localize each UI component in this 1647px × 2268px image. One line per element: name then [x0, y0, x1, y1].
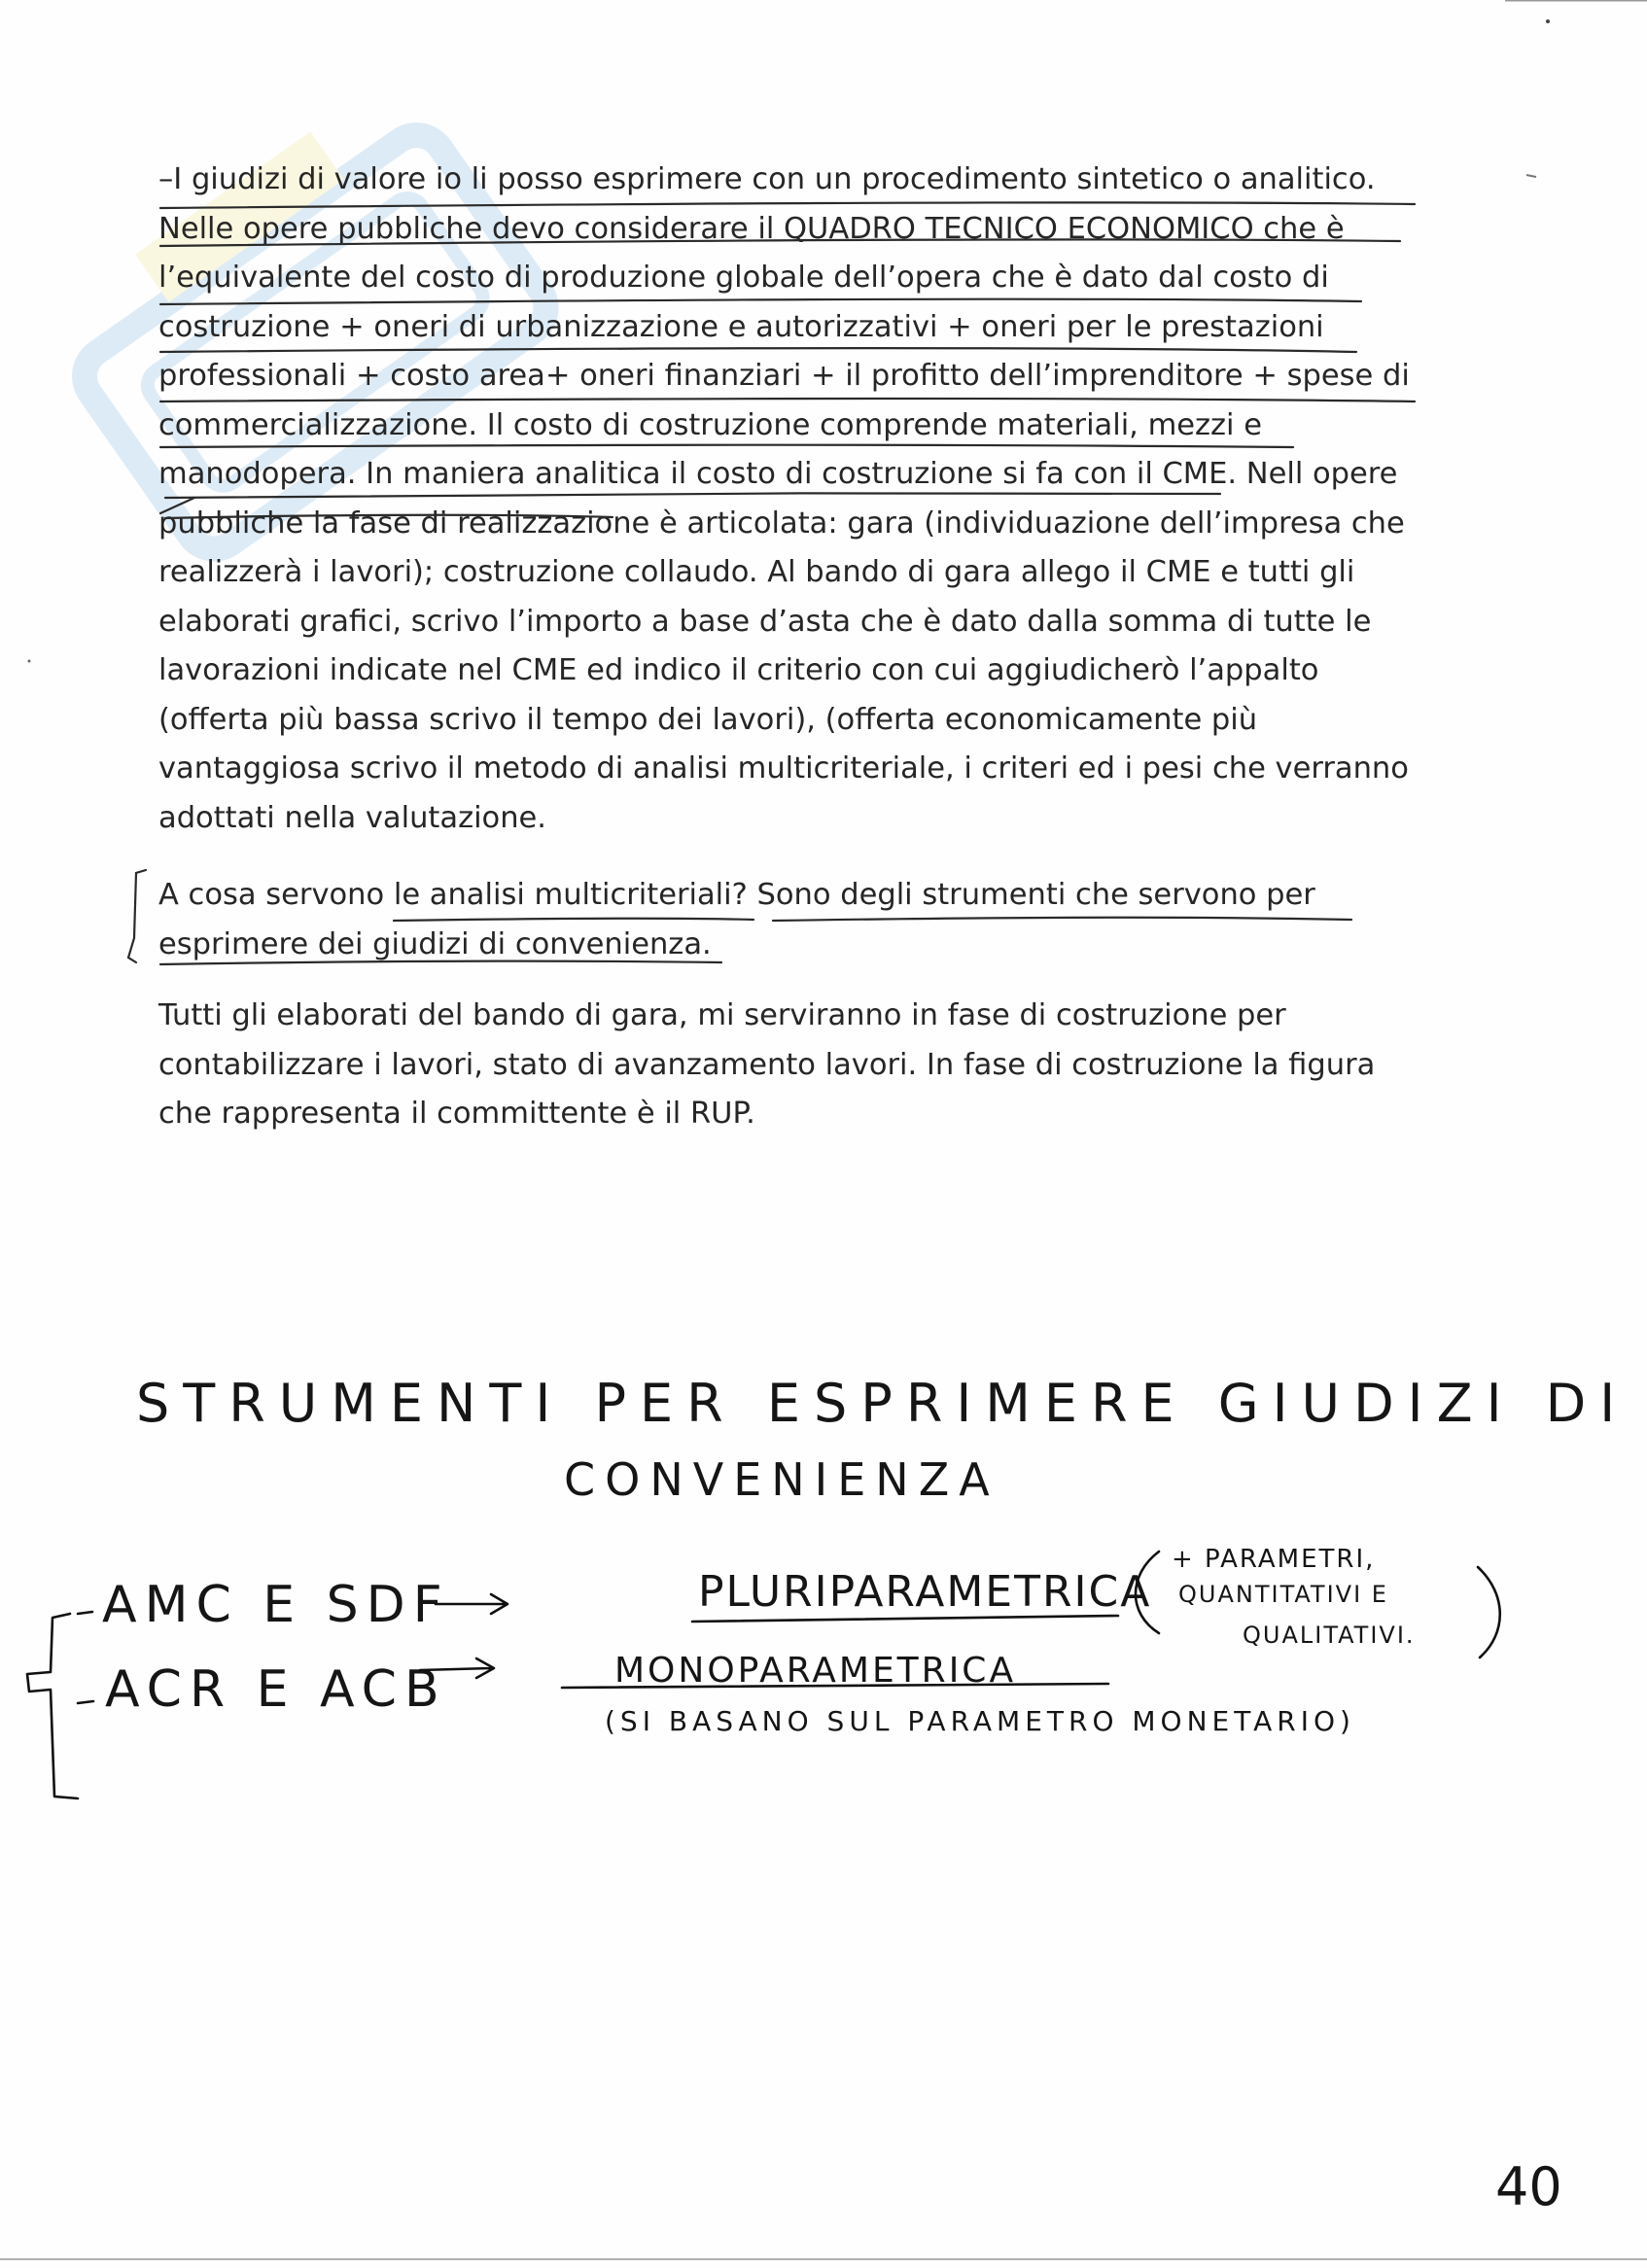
handwritten-title-line2: CONVENIENZA — [564, 1453, 999, 1506]
scan-speck — [1526, 175, 1536, 177]
text-line: elaborati grafici, scrivo l’importo a base d’asta che è dato dalla somma di tutte le — [158, 604, 1372, 639]
text-line: (offerta più bassa scrivo il tempo dei lavori), (offerta economicamente più — [158, 702, 1258, 737]
text-line: Nelle opere pubbliche devo considerare il QUADRO TECNICO ECONOMICO che è — [158, 211, 1345, 246]
text-line: –I giudizi di valore io li posso esprimere con un procedimento sintetico o analitico. — [158, 162, 1376, 196]
text-line: Tutti gli elaborati del bando di gara, mi serviranno in fase di costruzione per — [158, 998, 1286, 1032]
text-line: professionali + costo area+ oneri finanziari + il profitto dell’imprenditore + spese di — [158, 359, 1410, 393]
text-line: l’equivalente del costo di produzione globale dell’opera che è dato dal costo di — [158, 261, 1329, 295]
handwritten-bracket — [27, 1614, 78, 1798]
handwritten-row1-left: AMC E SDF — [102, 1576, 450, 1634]
text-line: contabilizzare i lavori, stato di avanzamento lavori. In fase di costruzione la figura — [158, 1047, 1376, 1082]
pencil-underlines — [128, 202, 1415, 964]
scan-edge-bottom — [0, 2258, 1647, 2260]
handwritten-row1-note-line2: QUANTITATIVI E — [1178, 1581, 1388, 1608]
text-line: pubbliche la fase di realizzazione è articolata: gara (individuazione dell’impresa che — [158, 506, 1405, 541]
handwritten-row2-note: (SI BASANO SUL PARAMETRO MONETARIO) — [605, 1705, 1355, 1737]
scan-speck — [28, 660, 31, 663]
text-line: costruzione + oneri di urbanizzazione e autorizzativi + oneri per le prestazioni — [158, 309, 1324, 344]
paren-close — [1478, 1567, 1500, 1657]
text-line: realizzerà i lavori); costruzione collaudo. Al bando di gara allego il CME e tutti gli — [158, 555, 1355, 589]
text-line: lavorazioni indicate nel CME ed indico il criterio con cui aggiudicherò l’appalto — [158, 653, 1319, 687]
text-line: commercializzazione. Il costo di costruzione comprende materiali, mezzi e — [158, 407, 1262, 442]
text-line: vantaggiosa scrivo il metodo di analisi multicriteriale, i criteri ed i pesi che verranno — [158, 751, 1409, 785]
handwritten-row2-right: MONOPARAMETRICA — [614, 1651, 1017, 1691]
text-line: adottati nella valutazione. — [158, 800, 547, 835]
scan-speck — [1546, 19, 1550, 23]
text-line: che rappresenta il committente è il RUP. — [158, 1097, 755, 1131]
text-line: manodopera. In maniera analitica il costo di costruzione si fa con il CME. Nell opere — [158, 457, 1398, 491]
handwritten-row2-left: ACR E ACB — [105, 1660, 447, 1719]
text-line: esprimere dei giudizi di convenienza. — [158, 926, 712, 961]
handwritten-title-line1: STRUMENTI PER ESPRIMERE GIUDIZI DI — [136, 1373, 1629, 1434]
page-number: 40 — [1495, 2156, 1562, 2217]
handwritten-row1-right: PLURIPARAMETRICA — [698, 1567, 1152, 1617]
text-line: A cosa servono le analisi multicriteriali? Sono degli strumenti che servono per — [158, 878, 1315, 912]
handwritten-row1-note-line3: QUALITATIVI. — [1243, 1622, 1416, 1649]
handwritten-row1-note-line1: + PARAMETRI, — [1172, 1545, 1376, 1574]
